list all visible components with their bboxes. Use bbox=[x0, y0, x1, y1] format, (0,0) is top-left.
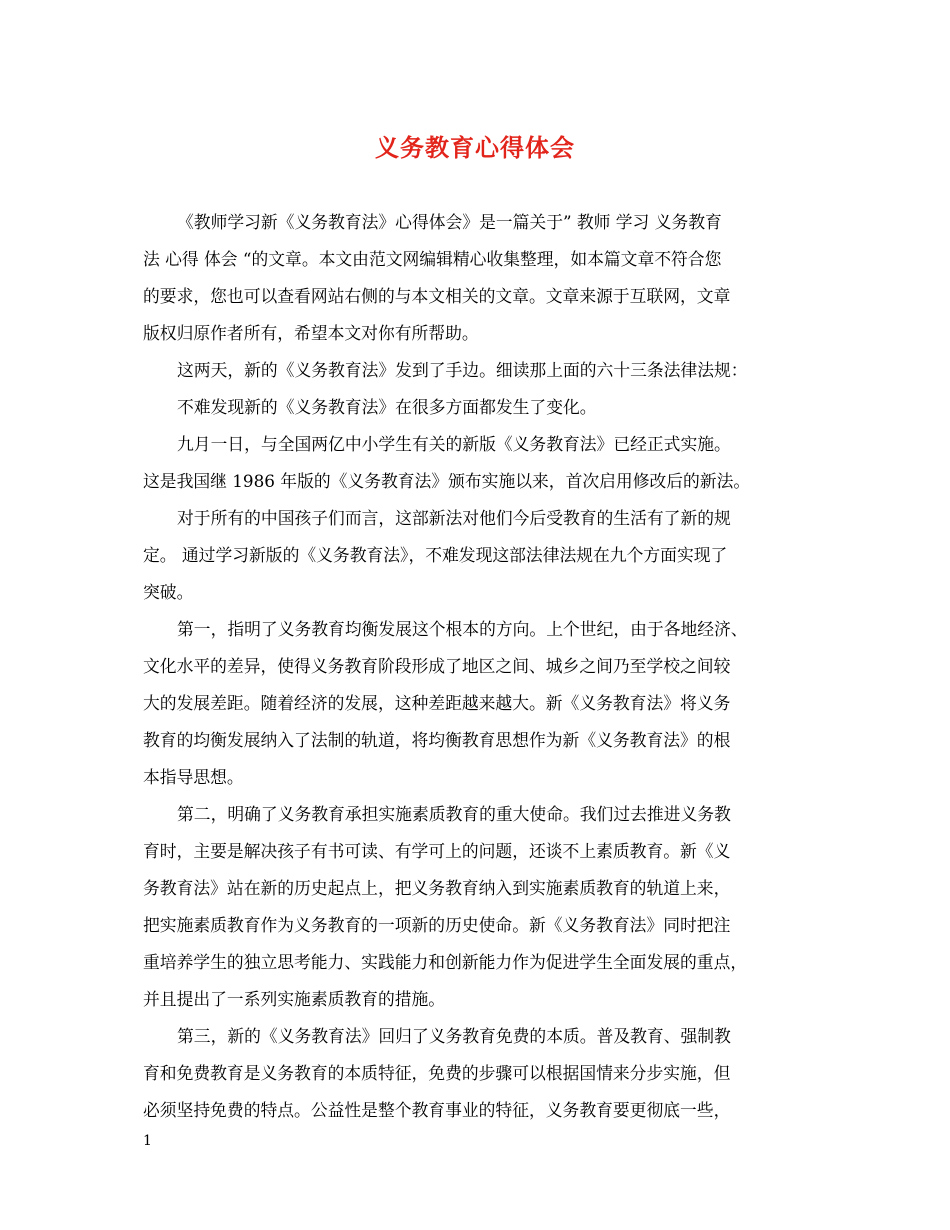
text-line: 突破。 bbox=[143, 582, 194, 602]
text-line: 务教育法》站在新的历史起点上，把义务教育纳入到实施素质教育的轨道上来， bbox=[143, 878, 731, 898]
text-line: 育和免费教育是义务教育的本质特征，免费的步骤可以根据国情来分步实施，但 bbox=[143, 1063, 731, 1083]
text-line: 的要求，您也可以查看网站右侧的与本文相关的文章。文章来源于互联网，文章 bbox=[143, 286, 731, 306]
text-line: 育时，主要是解决孩子有书可读、有学可上的问题，还谈不上素质教育。新《义 bbox=[143, 841, 731, 861]
text-line: 必须坚持免费的特点。公益性是整个教育事业的特征，义务教育要更彻底一些， bbox=[143, 1100, 731, 1120]
text-line: 大的发展差距。随着经济的发展，这种差距越来越大。新《义务教育法》将义务 bbox=[143, 693, 731, 713]
text-line: 法 心得 体会 “的文章。本文由范文网编辑精心收集整理，如本篇文章不符合您 bbox=[143, 249, 722, 269]
text-line: 本指导思想。 bbox=[143, 767, 244, 787]
text-line: 这两天，新的《义务教育法》发到了手边。细读那上面的六十三条法律法规： bbox=[177, 360, 748, 380]
text-line: 文化水平的差异，使得义务教育阶段形成了地区之间、城乡之间乃至学校之间较 bbox=[143, 656, 731, 676]
text-line: 第一，指明了义务教育均衡发展这个根本的方向。上个世纪，由于各地经济、 bbox=[177, 619, 748, 639]
text-line: 九月一日，与全国两亿中小学生有关的新版《义务教育法》已经正式实施。 bbox=[177, 434, 731, 454]
document-body bbox=[143, 204, 818, 1129]
text-line: 并且提出了一系列实施素质教育的措施。 bbox=[143, 989, 446, 1009]
text-line: 第二，明确了义务教育承担实施素质教育的重大使命。我们过去推进义务教 bbox=[177, 804, 731, 824]
text-line: 教育的均衡发展纳入了法制的轨道，将均衡教育思想作为新《义务教育法》的根 bbox=[143, 730, 731, 750]
text-line: 重培养学生的独立思考能力、实践能力和创新能力作为促进学生全面发展的重点， bbox=[143, 952, 748, 972]
text-line: 把实施素质教育作为义务教育的一项新的历史使命。新《义务教育法》同时把注 bbox=[143, 915, 731, 935]
text-line: 《教师学习新《义务教育法》心得体会》是一篇关于” 教师 学习 义务教育 bbox=[177, 212, 722, 232]
text-line: 定。 通过学习新版的《义务教育法》，不难发现这部法律法规在九个方面实现了 bbox=[143, 545, 728, 565]
text-line: 版权归原作者所有，希望本文对你有所帮助。 bbox=[143, 323, 479, 343]
page-number: 1 bbox=[143, 1133, 152, 1149]
text-line: 不难发现新的《义务教育法》在很多方面都发生了变化。 bbox=[177, 397, 597, 417]
document-title: 义务教育心得体会 bbox=[375, 133, 575, 162]
text-line: 第三，新的《义务教育法》回归了义务教育免费的本质。普及教育、强制教 bbox=[177, 1026, 731, 1046]
text-line: 这是我国继 1986 年版的《义务教育法》颁布实施以来，首次启用修改后的新法。 bbox=[143, 471, 751, 491]
text-line: 对于所有的中国孩子们而言，这部新法对他们今后受教育的生活有了新的规 bbox=[177, 508, 731, 528]
